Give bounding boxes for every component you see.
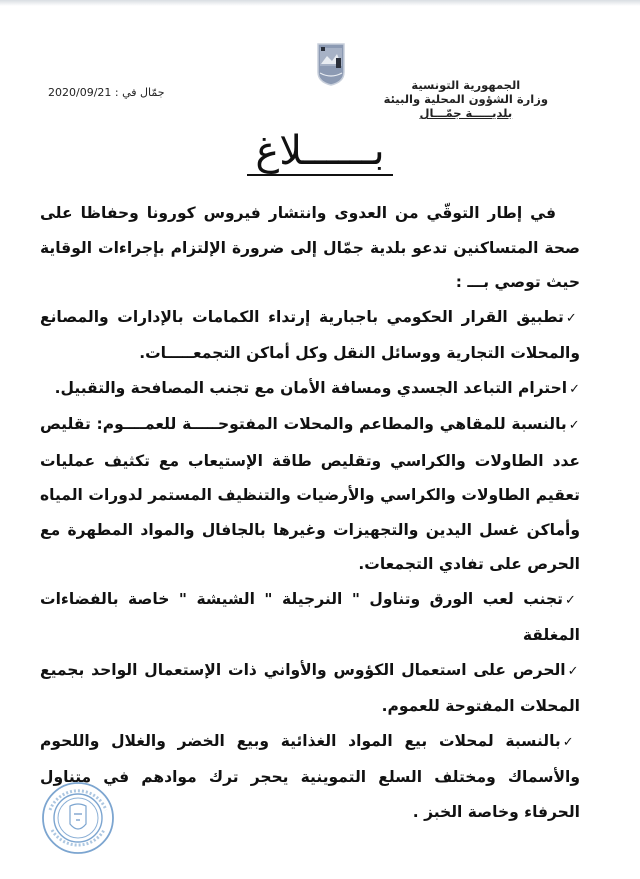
check-icon: ✓: [567, 663, 580, 679]
check-icon: ✓: [564, 592, 580, 608]
list-item: [40, 653, 580, 724]
municipality-emblem-icon: [316, 42, 346, 86]
item-text: تطبيق القرار الحكومي باجبارية إرتداء الكمامات بالإدارات والمصانع والمحلات التجارية ووسائل النقل وكل أماكن التجمعـــــات.: [40, 307, 580, 362]
scan-top-edge: [0, 0, 640, 6]
page-title: [0, 126, 640, 176]
item-text: تجنب لعب الورق وتناول " النرجيلة " الشيشة " خاصة بالفضاءات المغلقة: [40, 589, 580, 644]
date-value: 2020/09/21: [48, 86, 112, 99]
issue-date: [48, 86, 165, 99]
list-item: [40, 582, 580, 653]
list-item: [40, 407, 580, 582]
item-text: بالنسبة لمحلات بيع المواد الغذائية وبيع الخضر والغلال واللحوم والأسماك ومختلف السلع التموينية يحجر ترك موادهم في متناول الحرفاء وخاصة الخبز .: [40, 731, 580, 821]
country-name: الجمهورية التونسية: [411, 78, 521, 92]
ministry-name: وزارة الشؤون المحلية والبيئة: [383, 92, 548, 106]
check-icon: ✓: [569, 381, 580, 397]
municipality-name: بلديـــــة جمّـــال: [419, 106, 513, 120]
check-icon: ✓: [568, 418, 580, 433]
notice-body: [40, 196, 580, 829]
check-icon: ✓: [565, 310, 580, 326]
item-text: بالنسبة للمقاهي والمطاعم والمحلات المفتوحـــــة للعمــــوم: تقليص عدد الطاولات والكراسي وتقليص طاقة الإستيعاب مع تكثيف عمليات تعقيم الطاولات والكراسي والأرضيات والتنظيف المستمر لدورات المياه وأماكن غسل اليدين والتجهيزات وغيرها بالجافال والمواد المطهرة مع الحرص على تفادي التجمعات.: [40, 415, 580, 573]
list-item: [40, 371, 580, 408]
official-stamp-icon: [40, 780, 116, 856]
list-item: [40, 300, 580, 371]
item-text: الحرص على استعمال الكؤوس والأواني ذات الإستعمال الواحد بجميع المحلات المفتوحة للعموم.: [40, 660, 580, 715]
date-prefix: جمّال في :: [114, 86, 165, 99]
title-text: بــــــلاغ: [247, 128, 392, 176]
item-text: احترام التباعد الجسدي ومسافة الأمان مع تجنب المصافحة والتقبيل.: [54, 378, 568, 397]
issuer-header: [384, 78, 548, 120]
list-item: [40, 724, 580, 830]
intro-paragraph: في إطار التوقّي من العدوى وانتشار فيروس كورونا وحفاظا على صحة المتساكنين تدعو بلدية جمّال إلى ضرورة الإلتزام بإجراءات الوقاية حيث توصي بـــ :: [40, 204, 580, 291]
check-icon: ✓: [562, 734, 580, 750]
